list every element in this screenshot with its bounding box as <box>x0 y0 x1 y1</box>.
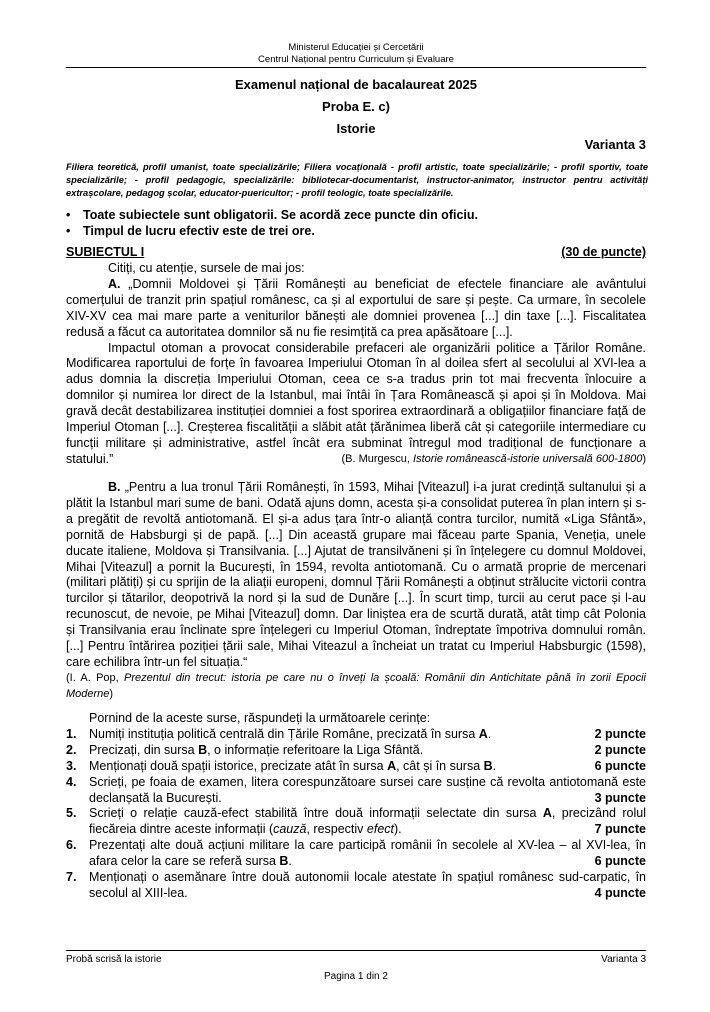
footer <box>66 954 646 965</box>
footer-divider <box>66 950 646 951</box>
cite-title: Istorie românească-istorie universală 600-1800 <box>413 452 643 465</box>
ministry-name: Ministerul Educației și Cercetării <box>288 42 424 53</box>
question-number: 1. <box>66 726 77 741</box>
q-bold: B <box>198 742 208 757</box>
variant-label: Varianta 3 <box>584 137 646 152</box>
header-institution <box>66 42 646 66</box>
question-item <box>66 759 646 775</box>
q-text: , respectiv <box>306 822 367 837</box>
question-points: 3 puncte <box>594 790 646 805</box>
question-points: 4 puncte <box>594 885 646 900</box>
question-item <box>66 838 646 870</box>
source-a-p1 <box>66 277 646 341</box>
exam-title: Examenul național de bacalaureat 2025 <box>234 77 478 92</box>
question-text <box>89 759 595 775</box>
source-b-text <box>66 480 646 671</box>
question-text <box>89 727 595 743</box>
source-b-citation <box>66 671 646 703</box>
q-text: . <box>487 726 492 741</box>
q-text: , precizând rolul fiecăreia dintre aceste informații ( <box>89 806 646 837</box>
cite-end: ) <box>109 687 114 700</box>
q-text: Precizați, din sursa <box>89 742 199 757</box>
question-number: 6. <box>66 838 77 853</box>
source-a-p2: Impactul otoman a provocat considerabile prefaceri ale organizării politice a Țărilor Române. Modificarea raportului de forțe în favoarea Imperiului Otoman în al doilea sfert al secolului al XVI-lea a adus domnia la discreția Imperiului Otoman, ceea ce s-a tradus prin tot mai frecventa înlocuire a domnilor și numirea lor direct de la Istanbul, mai întâi în Țara Românească și apoi și în Moldova. Mai gravă decât destabilizarea instituției domniei a fost sporirea extraordinară a obligațiilor financiare față de Imperiul Otoman [...]. Creșterea fiscalității a slăbit atât țărănimea liberă cât și categoriile intermediare cu funcții militare și administrative, astfel încât era subminat întregul mod tradițional de funcționare a statului.” <box>66 340 646 466</box>
cite-author: (I. A. Pop, <box>66 671 119 684</box>
q-bold: A <box>542 806 552 821</box>
cite-end: ) <box>642 452 646 465</box>
q-bold: A <box>478 726 488 741</box>
question-item <box>66 806 646 838</box>
cite-title: Prezentul din trecut: istoria pe care nu o înveți la școală: Românii din Antichitate până în zorii Epocii Moderne <box>66 671 646 700</box>
question-points: 6 puncte <box>594 758 646 773</box>
question-item <box>66 727 646 743</box>
source-b-label: B. <box>108 480 121 494</box>
q-text: Menționați o asemănare între două autonomii locale atestate în spațiul românesc sud-carpatic, în secolul al XIII-lea. <box>89 870 646 900</box>
rule-item: • Timpul de lucru efectiv este de trei ore. <box>66 223 646 239</box>
question-points: 2 puncte <box>594 726 646 741</box>
rules-list <box>66 207 646 239</box>
question-text <box>89 743 595 759</box>
question-number: 3. <box>66 758 77 773</box>
source-a-block <box>66 261 646 468</box>
subject-label: SUBIECTUL I <box>66 245 145 259</box>
question-points: 7 puncte <box>594 822 646 837</box>
subject-heading <box>66 245 646 259</box>
question-item <box>66 775 646 807</box>
cite-author: (B. Murgescu, <box>341 452 410 465</box>
question-text <box>89 870 646 902</box>
footer-right: Varianta 3 <box>601 954 646 965</box>
q-text: Menționați două spații istorice, precizate atât în sursa <box>89 758 388 773</box>
q-text: Scrieți, pe foaia de examen, litera corespunzătoare sursei care susține că revolta antiotomană este declanșată la București. <box>89 774 646 805</box>
q-text: Prezentați alte două acțiuni militare la care participă românii în secolele al XV-lea – al XVI-lea, în afara celor la care se referă sursa <box>89 838 646 869</box>
q-text: , cât și în sursa <box>396 758 484 773</box>
question-points: 2 puncte <box>594 742 646 757</box>
question-item <box>66 870 646 902</box>
subject-title: Istorie <box>336 121 376 136</box>
intro-text: Citiți, cu atenție, sursele de mai jos: <box>108 261 305 275</box>
source-b-body: „Pentru a lua tronul Țării Românești, în 1593, Mihai [Viteazul] i-a jurat credință sultanului și a plătit la Istanbul mari sume de bani. Odată ajuns domn, acesta și-a consolidat puterea în plan intern și s-a pregătit de revoltă antiotomană. El și-a adus țara într-o alianță contra turcilor, numită «Liga Sfântă», pornită de Habsburgi și de papă. [...] Din această grupare mai făceau parte Spania, Veneția, unele ducate italiene, Moldova și Transilvania. [...] Ajutat de transilvăneni și în înțelegere cu domnul Moldovei, Mihai [Viteazul] a pornit la București, în 1594, revolta antiotomană. Cu o armată proprie de mercenari (militari plătiți) și cu sprijin de la aliații europeni, domnul Țării Românești a obținut strălucite victorii contra turcilor și tătarilor, deopotrivă la nord și la sud de Dunăre [...]. În scurt timp, turcii au cerut pace și l-au recunoscut, de nevoie, pe Mihai [Viteazul] domn. Dar liniștea era de scurtă durată, atât timp cât Polonia și Transilvania erau înclinate spre înțelegeri cu Imperiul Otoman, îndreptate împotriva domnului român. [...] Pentru întărirea poziției țării sale, Mihai Viteazul a încheiat un tratat cu Imperiul Habsburgic (1598), care echilibra într-un fel situația.“ <box>66 480 646 669</box>
footer-left: Probă scrisă la istorie <box>66 954 162 965</box>
source-a-label: A. <box>108 276 121 291</box>
question-points: 6 puncte <box>594 854 646 869</box>
center-name: Centrul Național pentru Curriculum și Evaluare <box>258 54 454 65</box>
q-text: Scrieți o relație cauză-efect stabilită între două informații selectate din sursa <box>89 806 543 821</box>
source-b-block <box>66 480 646 703</box>
q-bold: B <box>483 758 493 773</box>
question-text <box>89 806 646 838</box>
question-number: 5. <box>66 806 77 821</box>
q-italic: cauză <box>273 822 307 837</box>
rule-item: • Toate subiectele sunt obligatorii. Se acordă zece puncte din oficiu. <box>66 207 646 223</box>
question-item <box>66 743 646 759</box>
proba-title: Proba E. c) <box>322 99 390 114</box>
question-text <box>89 775 646 807</box>
q-bold: B <box>279 854 289 869</box>
questions-block <box>66 711 646 902</box>
q-text: , o informație referitoare la Liga Sfântă. <box>207 742 424 757</box>
question-text <box>89 838 646 870</box>
question-number: 4. <box>66 774 77 789</box>
q-text: Numiți instituția politică centrală din Țările Române, precizată în sursa <box>89 726 479 741</box>
q-text: . <box>288 854 292 869</box>
subject-points: (30 de puncte) <box>561 245 646 259</box>
header-divider <box>66 67 646 68</box>
source-a-citation <box>66 452 646 468</box>
q-bold: A <box>387 758 397 773</box>
question-number: 7. <box>66 870 77 885</box>
filiera-text: Filiera teoretică, profil umanist, toate specializările; Filiera vocațională - profil artistic, toate specializările; - profil sportiv, toate specializările; - profil pedagogic, specializările: bibliotecar-documentarist, instructor-animator, instructor pentru activități extrașcolare, pedagog școlar, educator-puericultor; - profil teologic, toate specializările. <box>66 162 648 198</box>
questions-intro: Pornind de la aceste surse, răspundeți la următoarele cerințe: <box>89 711 431 725</box>
q-italic: efect <box>366 822 395 837</box>
question-number: 2. <box>66 742 77 757</box>
q-text: ). <box>394 822 402 837</box>
page-number: Pagina 1 din 2 <box>324 971 388 982</box>
source-a-p1-text: „Domnii Moldovei și Țării Românești au beneficiat de efectele financiare ale avântului comerțului de tranzit prin spațiul românesc, ca și al exportului de sare și pește. Ca urmare, în secolele XIV-XV cea mai mare parte a veniturilor bănești ale domniei provenea [...] din taxe [...]. Fiscalitatea redusă a făcut ca autoritatea domnilor să nu fie resimțită ca prea apăsătoare [...]. <box>66 276 646 339</box>
q-text: . <box>492 758 497 773</box>
